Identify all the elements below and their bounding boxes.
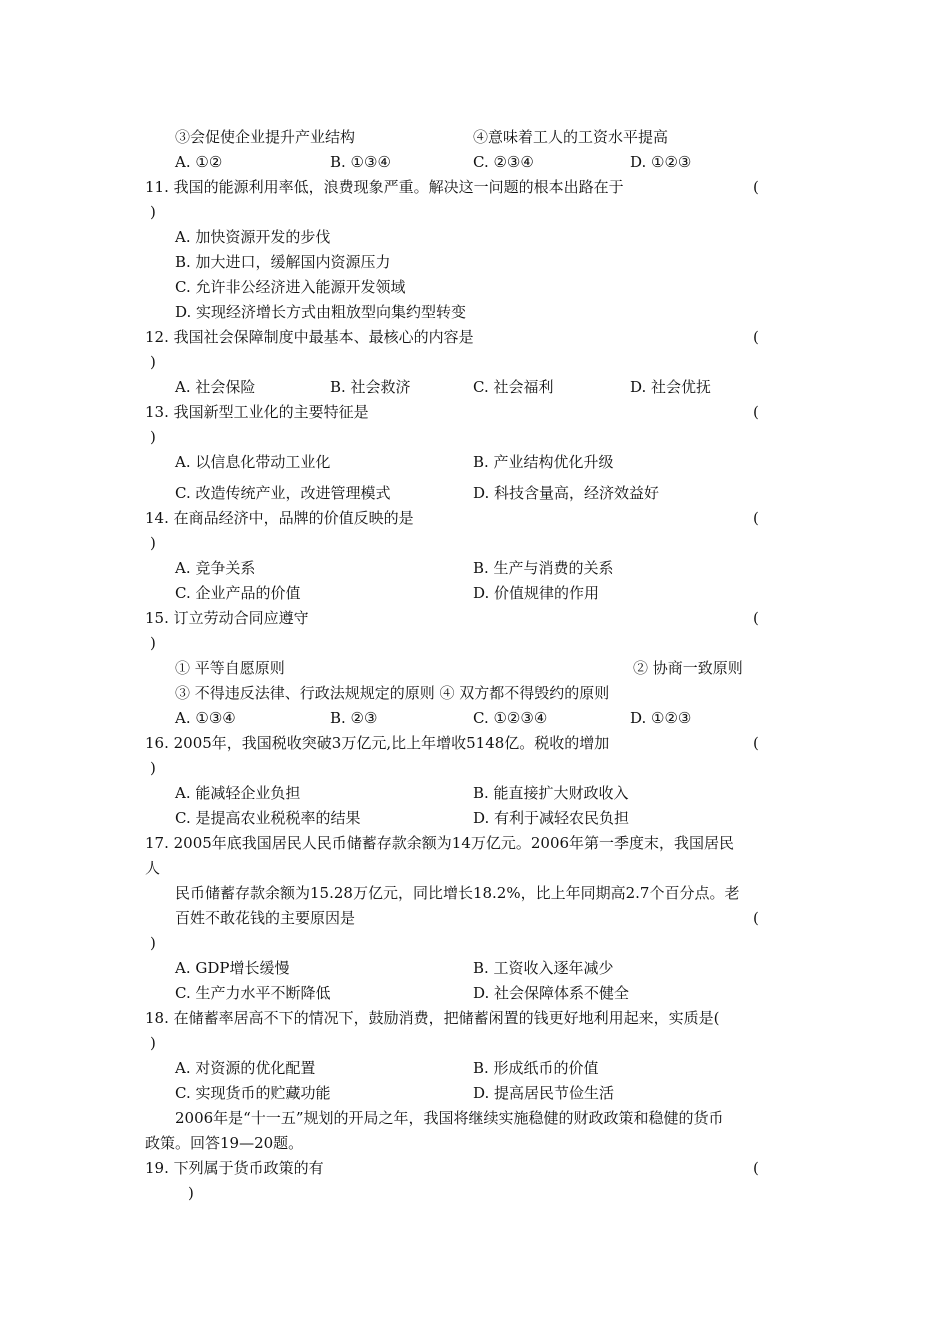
q17-answer-paren-open: ( <box>753 909 759 927</box>
q17-option-c: C. 生产力水平不断降低 <box>175 984 331 1002</box>
q13-stem: 13. 我国新型工业化的主要特征是 <box>145 403 369 421</box>
q17-stem-line-1: 17. 2005年底我国居民人民币储蓄存款余额为14万亿元。2006年第一季度末，我国居民 <box>145 834 735 852</box>
q11-option-c: C. 允许非公经济进入能源开发领域 <box>175 278 406 296</box>
q18-option-d: D. 提高居民节俭生活 <box>473 1084 615 1102</box>
q16-answer-paren-open: ( <box>753 734 759 752</box>
q11-answer-paren-close: ) <box>150 203 156 221</box>
q13-option-a: A. 以信息化带动工业化 <box>175 453 331 471</box>
q16-stem: 16. 2005年，我国税收突破3万亿元,比上年增收5148亿。税收的增加 <box>145 734 610 752</box>
q12-option-b: B. 社会救济 <box>330 378 411 396</box>
q10-option-c: C. ②③④ <box>473 153 534 171</box>
q11-option-b: B. 加大进口，缓解国内资源压力 <box>175 253 391 271</box>
q13-option-b: B. 产业结构优化升级 <box>473 453 614 471</box>
q13-answer-paren-open: ( <box>753 403 759 421</box>
q13-answer-paren-close: ) <box>150 428 156 446</box>
q11-answer-paren-open: ( <box>753 178 759 196</box>
q14-option-b: B. 生产与消费的关系 <box>473 559 614 577</box>
q18-answer-paren-close: ) <box>150 1034 156 1052</box>
q10-statement-4: ④意味着工人的工资水平提高 <box>473 128 669 146</box>
q15-option-b: B. ②③ <box>330 709 378 727</box>
q17-answer-paren-close: ) <box>150 934 156 952</box>
q19-answer-paren-open: ( <box>753 1159 759 1177</box>
q14-stem: 14. 在商品经济中，品牌的价值反映的是 <box>145 509 414 527</box>
q12-option-d: D. 社会优抚 <box>630 378 712 396</box>
q17-stem-line-2: 人 <box>145 859 161 877</box>
q16-option-d: D. 有利于减轻农民负担 <box>473 809 630 827</box>
q10-option-a: A. ①② <box>175 153 223 171</box>
q16-answer-paren-close: ) <box>150 759 156 777</box>
q11-option-d: D. 实现经济增长方式由粗放型向集约型转变 <box>175 303 467 321</box>
q12-option-c: C. 社会福利 <box>473 378 554 396</box>
q12-option-a: A. 社会保险 <box>175 378 256 396</box>
q15-option-c: C. ①②③④ <box>473 709 548 727</box>
q17-stem-line-4: 百姓不敢花钱的主要原因是 <box>175 909 356 927</box>
q15-option-a: A. ①③④ <box>175 709 236 727</box>
q19-stem: 19. 下列属于货币政策的有 <box>145 1159 324 1177</box>
q16-option-a: A. 能减轻企业负担 <box>175 784 301 802</box>
q12-stem: 12. 我国社会保障制度中最基本、最核心的内容是 <box>145 328 474 346</box>
q14-option-d: D. 价值规律的作用 <box>473 584 600 602</box>
q16-option-b: B. 能直接扩大财政收入 <box>473 784 629 802</box>
intro-19-20-line-2: 政策。回答19—20题。 <box>145 1134 304 1152</box>
q18-option-b: B. 形成纸币的价值 <box>473 1059 599 1077</box>
q17-stem-line-3: 民币储蓄存款余额为15.28万亿元，同比增长18.2%，比上年同期高2.7个百分点。老 <box>175 884 740 902</box>
q18-stem: 18. 在储蓄率居高不下的情况下，鼓励消费，把储蓄闲置的钱更好地利用起来，实质是( <box>145 1009 720 1027</box>
q15-statement-1: ① 平等自愿原则 <box>175 659 285 677</box>
intro-19-20-line-1: 2006年是“十一五”规划的开局之年，我国将继续实施稳健的财政政策和稳健的货币 <box>175 1109 724 1127</box>
q13-option-c: C. 改造传统产业，改进管理模式 <box>175 484 391 502</box>
q14-option-c: C. 企业产品的价值 <box>175 584 301 602</box>
q16-option-c: C. 是提高农业税税率的结果 <box>175 809 361 827</box>
q10-option-b: B. ①③④ <box>330 153 391 171</box>
q10-option-d: D. ①②③ <box>630 153 692 171</box>
q14-option-a: A. 竞争关系 <box>175 559 256 577</box>
q15-option-d: D. ①②③ <box>630 709 692 727</box>
q10-statement-3: ③会促使企业提升产业结构 <box>175 128 356 146</box>
q12-answer-paren-open: ( <box>753 328 759 346</box>
q14-answer-paren-open: ( <box>753 509 759 527</box>
q13-option-d: D. 科技含量高，经济效益好 <box>473 484 660 502</box>
q17-option-a: A. GDP增长缓慢 <box>175 959 290 977</box>
q11-option-a: A. 加快资源开发的步伐 <box>175 228 331 246</box>
q15-statement-2: ② 协商一致原则 <box>633 659 743 677</box>
q17-option-b: B. 工资收入逐年减少 <box>473 959 614 977</box>
q15-answer-paren-open: ( <box>753 609 759 627</box>
q17-option-d: D. 社会保障体系不健全 <box>473 984 630 1002</box>
q18-option-a: A. 对资源的优化配置 <box>175 1059 316 1077</box>
q18-option-c: C. 实现货币的贮藏功能 <box>175 1084 331 1102</box>
q14-answer-paren-close: ) <box>150 534 156 552</box>
q15-answer-paren-close: ) <box>150 634 156 652</box>
q19-answer-paren-close: ) <box>188 1184 194 1202</box>
q15-statement-3-4: ③ 不得违反法律、行政法规规定的原则 ④ 双方都不得毁约的原则 <box>175 684 610 702</box>
q15-stem: 15. 订立劳动合同应遵守 <box>145 609 309 627</box>
q11-stem: 11. 我国的能源利用率低，浪费现象严重。解决这一问题的根本出路在于 <box>145 178 624 196</box>
q12-answer-paren-close: ) <box>150 353 156 371</box>
